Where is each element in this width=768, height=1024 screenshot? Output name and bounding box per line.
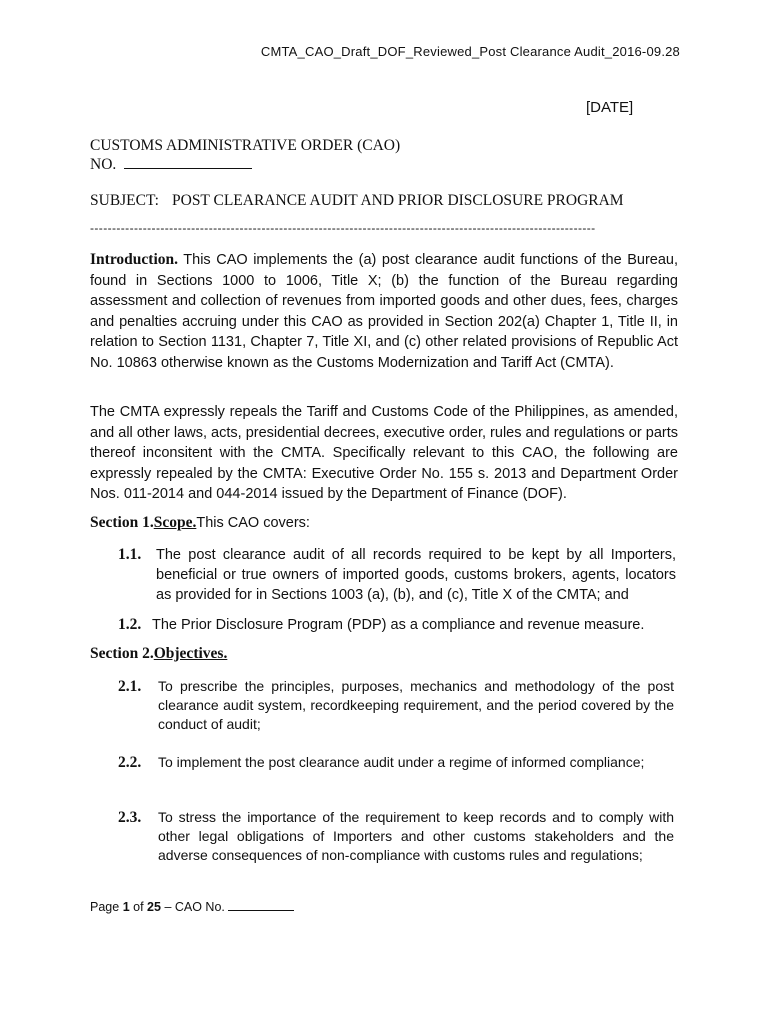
item-number: 2.2. [118, 754, 142, 771]
list-item-2-1 [118, 677, 674, 734]
item-text: The Prior Disclosure Program (PDP) as a compliance and revenue measure. [152, 617, 645, 633]
section-2-heading [90, 645, 678, 663]
section-1-title: Scope. [153, 514, 197, 531]
list-item-1-2 [118, 615, 678, 635]
cao-title-block [90, 136, 678, 174]
item-number: 1.1. [118, 546, 142, 563]
introduction-paragraph [90, 250, 678, 373]
list-item-2-3 [118, 808, 674, 865]
footer-of-word: of [133, 900, 144, 914]
list-item-1-1 [118, 545, 676, 605]
item-number: 2.3. [118, 809, 142, 826]
item-text: To stress the importance of the requirement to keep records and to comply with other legal obligations of Importers and other customs stakeholders and the adverse consequences of non-compliance with customs rules and regulations; [158, 809, 674, 863]
introduction-heading: Introduction. [90, 251, 178, 268]
section-1-prefix: Section 1. [90, 514, 154, 531]
cmta-repeal-paragraph: The CMTA expressly repeals the Tariff and Customs Code of the Philippines, as amended, and all other laws, acts, presidential decrees, executive order, rules and regulations or parts thereof inconsitent with the CMTA. Specifically relevant to this CAO, the following are expressly repealed by the CMTA: Executive Order No. 155 s. 2013 and Department Order Nos. 011-2014 and 044-2014 issued by the Department of Finance (DOF). [90, 404, 678, 502]
item-number: 1.2. [118, 616, 142, 633]
cao-number-label: NO. [90, 156, 117, 173]
item-text: To implement the post clearance audit under a regime of informed compliance; [158, 754, 645, 770]
subject-text: POST CLEARANCE AUDIT AND PRIOR DISCLOSURE PROGRAM [172, 192, 624, 209]
subject-line [90, 192, 678, 210]
page-footer [90, 899, 294, 914]
section-1-heading [90, 514, 678, 532]
footer-page-word: Page [90, 900, 120, 914]
item-text: To prescribe the principles, purposes, mechanics and methodology of the post clearance audit system, recordkeeping requirement, and the period covered by the conduct of audit; [158, 678, 674, 732]
footer-page-total: 25 [147, 900, 161, 914]
footer-page-number: 1 [122, 900, 130, 914]
footer-cao-blank [228, 899, 294, 911]
subject-label: SUBJECT: [90, 192, 159, 209]
cao-title: CUSTOMS ADMINISTRATIVE ORDER (CAO) [90, 137, 401, 154]
section-1-intro: This CAO covers: [196, 515, 310, 531]
footer-cao-label: – CAO No. [164, 900, 225, 914]
dashed-divider: ------------------------------------------------------------------------------------------------------------------- [90, 221, 596, 235]
item-number: 2.1. [118, 678, 142, 695]
date-placeholder: [DATE] [586, 99, 634, 116]
section-2-prefix: Section 2. [90, 645, 154, 662]
list-item-2-2 [118, 753, 674, 772]
cao-number-blank [124, 155, 252, 169]
introduction-text: This CAO implements the (a) post clearance audit functions of the Bureau, found in Sections 1000 to 1006, Title X; (b) the function of the Bureau regarding assessment and collection of revenues from imported goods and other dues, fees, charges and penalties accruing under this CAO as provided in Section 202(a) Chapter 1, Title II, in relation to Section 1131, Chapter 7, Title XI, and (c) other related provisions of Republic Act No. 10863 otherwise known as the Customs Modernization and Tariff Act (CMTA). [90, 252, 678, 371]
item-text: The post clearance audit of all records required to be kept by all Importers, beneficial or true owners of imported goods, customs brokers, agents, locators as provided for in Sections 1003 (a), (b), and (c), Title X of the CMTA; and [156, 547, 676, 603]
cao-number-line [90, 155, 678, 174]
document-reference-header: CMTA_CAO_Draft_DOF_Reviewed_Post Clearance Audit_2016-09.28 [260, 44, 680, 59]
section-2-title: Objectives. [153, 645, 228, 662]
